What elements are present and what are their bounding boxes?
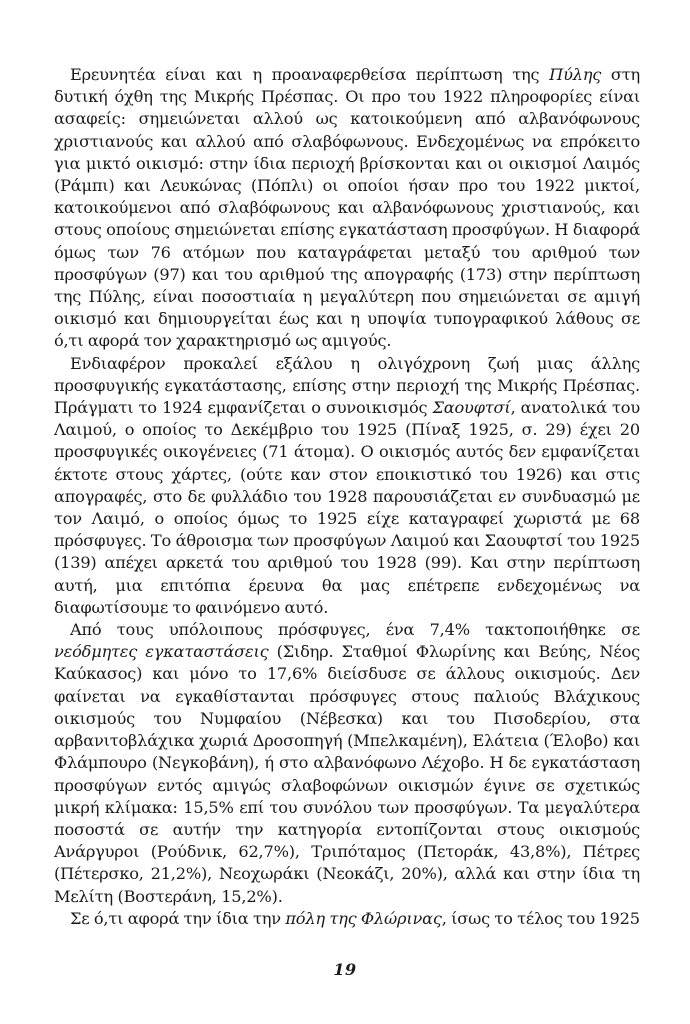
text-segment: Από τους υπόλοιπους πρόσφυγες, ένα 7,4% τακτοποιήθηκε σε — [70, 620, 640, 640]
text-segment: Ενδιαφέρον προκαλεί εξάλου η ολιγόχρονη ζωή μιας άλλης προσφυγικής εγκατάστασης, επίσης στην περιοχή της Μικρής Πρέσπας. Πράγματι το 1924 εμφανίζεται ο συνοικισμός — [54, 353, 640, 418]
page-body — [54, 64, 640, 930]
page-number: 19 — [333, 960, 357, 979]
text-segment: στη δυτική όχθη της Μικρής Πρέσπας. Οι προ του 1922 πληροφορίες είναι ασαφείς: σημειώνεται αλλού ως κατοικούμενη από αλβανόφωνους χριστιανούς και αλλού από σλαβόφωνους. Ενδεχομένως να επρόκειτο για μικτό οικισμό: στην ίδια περιοχή βρίσκονται και οι οικισμοί Λαιμός (Ράμπι) και Λευκώνας (Πόπλι) οι οποίοι ήσαν προ του 1922 μικτοί, κατοικούμενοι από σλαβόφωνους και αλβανόφωνους χριστιανούς, και στους οποίους σημειώνεται επίσης εγκατάσταση προσφύγων. Η διαφορά όμως των 76 ατόμων που καταγράφεται μεταξύ του αριθμού των προσφύγων (97) και του αριθμού της απογραφής (173) στην περίπτωση της Πύλης, είναι ποσοστιαία η μεγαλύτερη που σημειώνεται σε αμιγή οικισμό και δημιουργείται έως και η υποψία τυπογραφικού λάθους σε ό,τι αφορά τον χαρακτηρισμό ως αμιγούς. — [54, 65, 640, 351]
text-segment: Σε ό,τι αφορά την ίδια την — [70, 908, 286, 928]
paragraph-1 — [54, 64, 640, 353]
paragraph-3 — [54, 619, 640, 908]
text-segment: Ερευνητέα είναι και η προαναφερθείσα περίπτωση της — [70, 65, 550, 84]
italic-place-name: πόλη της Φλώρινας — [285, 908, 442, 928]
text-segment: , ανατολικά του Λαιμού, ο οποίος το Δεκέμβριο του 1925 (Πίναξ 1925, σ. 29) έχει 20 προσφυγικές οικογένειες (71 άτομα). Ο οικισμός αυτός δεν εμφανίζεται έκτοτε στους χάρτες, (ούτε καν στον εποικιστικό του 1926) και στις απογραφές, στο δε φυλλάδιο του 1928 παρουσιάζεται εν συνδυασμώ με τον Λαιμό, ο οποίος όμως το 1925 είχε καταγραφεί χωριστά με 68 πρόσφυγες. Το άθροισμα των προσφύγων Λαιμού και Σαουφτσί του 1925 (139) απέχει αρκετά του αριθμού του 1928 (99). Και στην περίπτωση αυτή, μια επιτόπια έρευνα θα μας επέτρεπε ενδεχομένως να διαφωτίσουμε το φαινόμενο αυτό. — [54, 398, 640, 617]
paragraph-4 — [54, 908, 640, 930]
italic-term: νεόδμητες εγκαταστάσεις — [54, 642, 269, 662]
italic-place-name: Πύλης — [549, 65, 602, 84]
text-segment: , ίσως το τέλος του 1925 — [441, 908, 640, 928]
text-segment: (Σιδηρ. Σταθμοί Φλωρίνης και Βεύης, Νέος Καύκασος) και μόνο το 17,6% διείσδυσε σε άλλους οικισμούς. Δεν φαίνεται να εγκαθίστανται πρόσφυγες στους παλιούς Βλάχικους οικισμούς του Νυμφαίου (Νέβεσκα) και του Πισοδερίου, στα αρβανιτοβλάχικα χωριά Δροσοπηγή (Μπελκαμένη), Ελάτεια (Έλοβο) και Φλάμπουρο (Νεγκοβάνη), ή στο αλβανόφωνο Λέχοβο. Η δε εγκατάσταση προσφύγων εντός αμιγώς σλαβοφώνων οικισμών έγινε σε σχετικώς μικρή κλίμακα: 15,5% επί του συνόλου των προσφύγων. Τα μεγαλύτερα ποσοστά σε αυτήν την κατηγορία εντοπίζονται στους οικισμούς Ανάργυροι (Ρούδνικ, 62,7%), Τριπόταμος (Πετοράκ, 43,8%), Πέτρες (Πέτερσκο, 21,2%), Νεοχωράκι (Νεοκάζι, 20%), αλλά και στην ίδια τη Μελίτη (Βοστεράνη, 15,2%). — [54, 642, 640, 906]
italic-place-name: Σαουφτσί — [432, 398, 511, 418]
paragraph-2 — [54, 353, 640, 619]
